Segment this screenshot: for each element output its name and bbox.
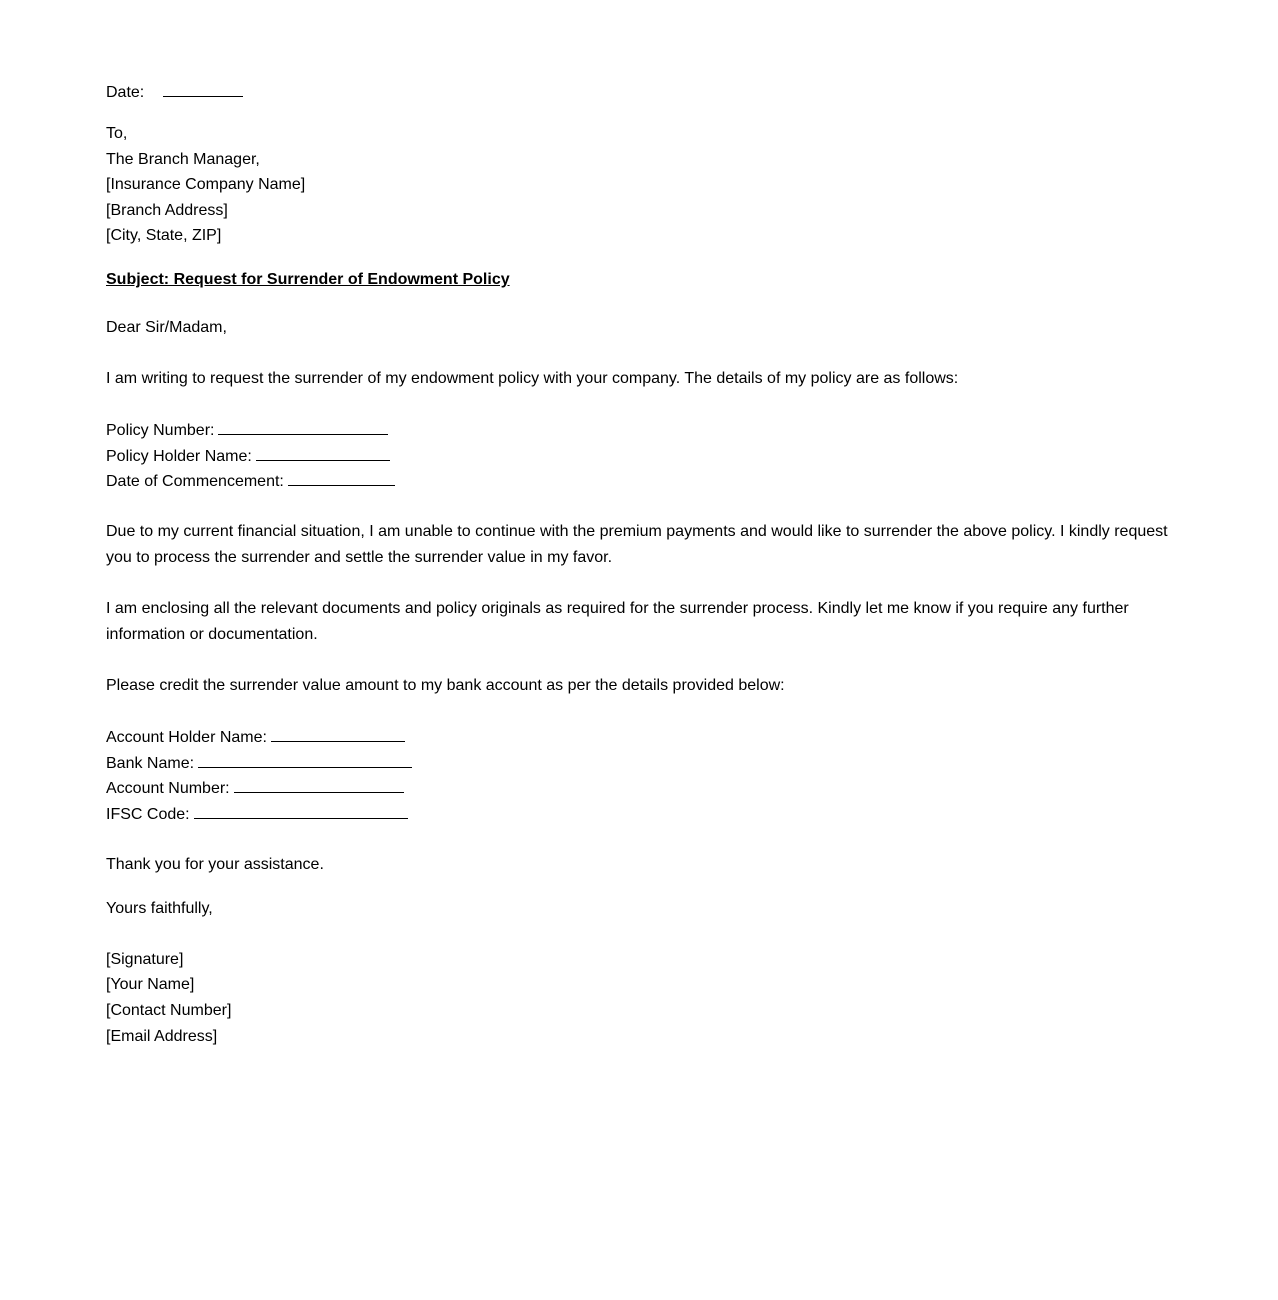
field-label: Policy Holder Name: xyxy=(106,448,252,465)
field-blank xyxy=(234,778,404,793)
recipient-line: To, xyxy=(106,125,128,142)
body-paragraph: Please credit the surrender value amount to my bank account as per the details provided below: xyxy=(106,677,785,694)
closing-line: Yours faithfully, xyxy=(106,900,213,917)
field-label: IFSC Code: xyxy=(106,806,190,823)
commencement-date-field xyxy=(106,471,395,492)
field-label: Policy Number: xyxy=(106,422,215,439)
field-label: Bank Name: xyxy=(106,755,195,772)
account-number-field xyxy=(106,778,404,799)
field-blank xyxy=(288,471,395,486)
field-blank xyxy=(198,753,412,768)
policy-holder-field xyxy=(106,446,390,467)
field-blank xyxy=(194,804,408,819)
thanks-line: Thank you for your assistance. xyxy=(106,856,324,873)
field-blank xyxy=(256,446,390,461)
policy-number-field xyxy=(106,420,388,441)
subject-line: Subject: Request for Surrender of Endowment Policy xyxy=(106,271,510,288)
recipient-line: [Branch Address] xyxy=(106,202,228,219)
recipient-line: [City, State, ZIP] xyxy=(106,227,222,244)
salutation: Dear Sir/Madam, xyxy=(106,319,227,336)
date-blank xyxy=(163,82,243,97)
signature-line: [Your Name] xyxy=(106,976,195,993)
bank-name-field xyxy=(106,753,412,774)
body-paragraph: Due to my current financial situation, I am unable to continue with the premium payments and would like to surrender the above policy. I kindly request you to process the surrender and settle the surrender value in my favor. xyxy=(106,523,1168,566)
intro-paragraph: I am writing to request the surrender of my endowment policy with your company. The details of my policy are as follows: xyxy=(106,370,959,387)
field-blank xyxy=(271,727,405,742)
signature-line: [Email Address] xyxy=(106,1028,218,1045)
ifsc-code-field xyxy=(106,804,408,825)
field-label: Account Holder Name: xyxy=(106,729,267,746)
recipient-line: [Insurance Company Name] xyxy=(106,176,306,193)
field-blank xyxy=(218,420,388,435)
signature-line: [Contact Number] xyxy=(106,1002,232,1019)
recipient-line: The Branch Manager, xyxy=(106,151,260,168)
field-label: Account Number: xyxy=(106,780,230,797)
body-paragraph: I am enclosing all the relevant documents and policy originals as required for the surrender process. Kindly let me know if you require any further information or documentation. xyxy=(106,600,1129,643)
field-label: Date of Commencement: xyxy=(106,473,284,490)
date-label: Date: xyxy=(106,84,145,101)
account-holder-field xyxy=(106,727,405,748)
signature-line: [Signature] xyxy=(106,951,184,968)
date-line xyxy=(106,82,243,103)
